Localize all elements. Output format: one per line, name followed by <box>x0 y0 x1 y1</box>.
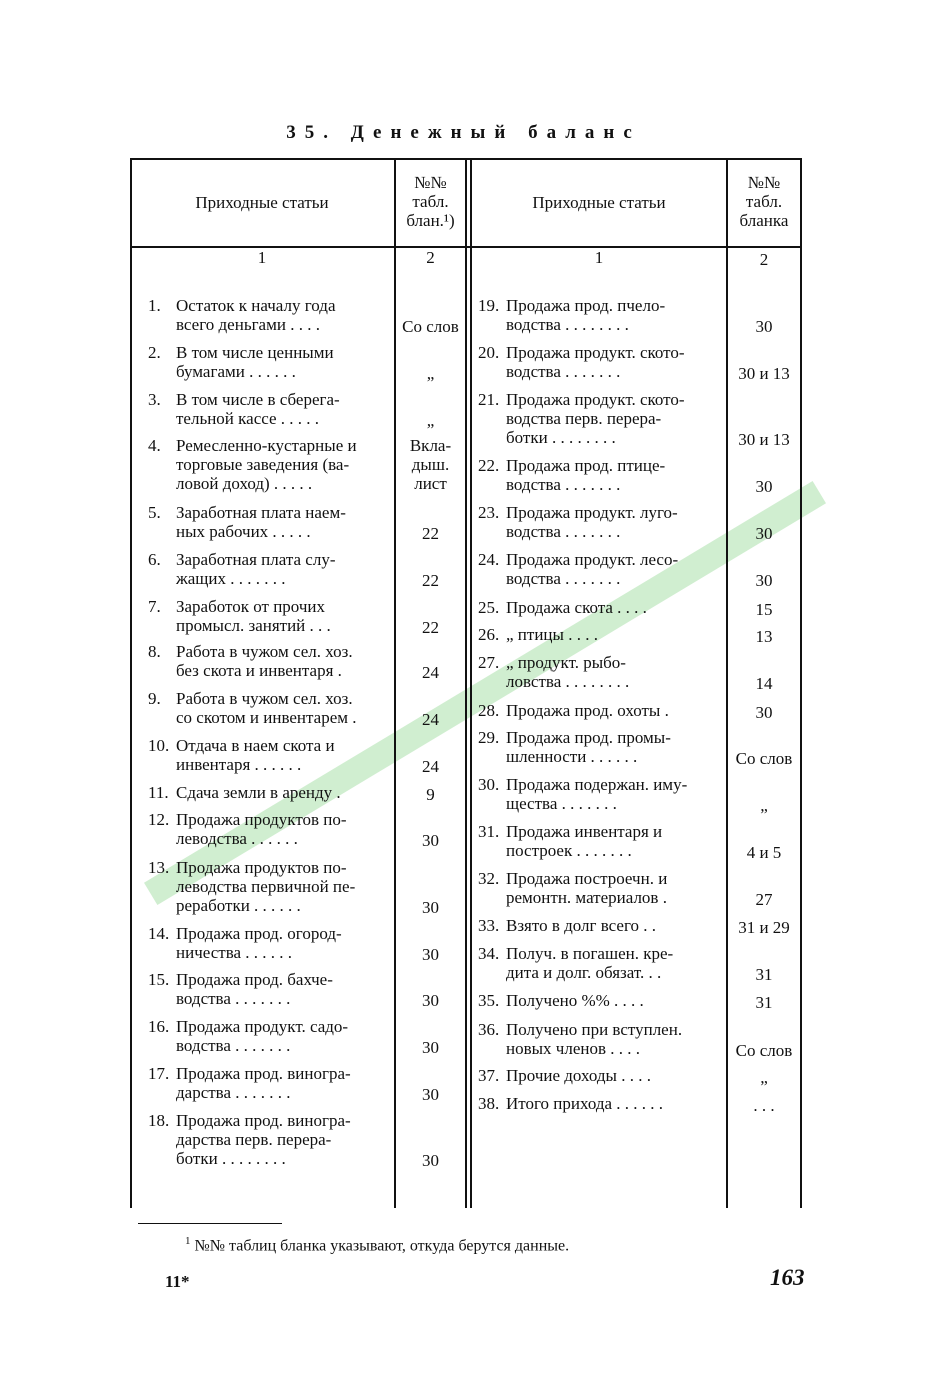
entry-line: В том числе в сберега- <box>176 390 340 409</box>
footnote-rule <box>138 1223 282 1224</box>
entry-line: Продажа продукт. лесо- <box>506 550 679 569</box>
left-ref-value: 24 <box>422 663 439 682</box>
entry-text <box>506 296 724 334</box>
right-ref-header-line: бланка <box>739 211 789 230</box>
left-ref-header-line: табл. <box>412 192 449 211</box>
entry-line: ботки . . . . . . . . <box>506 428 616 447</box>
entry-text <box>176 1017 388 1055</box>
entry-text <box>176 810 388 848</box>
entry-number: 25. <box>478 598 500 617</box>
right-ref-value: 30 <box>755 524 773 543</box>
left-ref-value: Со слов <box>402 317 459 336</box>
entry-line: Продажа продукт. ското- <box>506 390 685 409</box>
entry-text <box>176 436 388 493</box>
entry-number: 7. <box>148 597 161 616</box>
entry-number: 36. <box>478 1020 500 1039</box>
entry-text <box>506 916 724 935</box>
entry-number: 3. <box>148 390 161 409</box>
entry-text <box>176 503 388 541</box>
entry-number: 6. <box>148 550 161 569</box>
col-divider-2 <box>465 158 467 1208</box>
left-ref-value: 22 <box>422 571 439 590</box>
left-ref-value: 24 <box>422 710 439 729</box>
entry-text <box>176 970 388 1008</box>
entry-line: водства . . . . . . . <box>506 362 621 381</box>
table-top-border <box>130 158 802 160</box>
entry-text <box>506 1066 724 1085</box>
entry-line: ремонтн. материалов . <box>506 888 667 907</box>
left-items-header: Приходные статьи <box>195 193 329 212</box>
entry-line: ловства . . . . . . . . <box>506 672 630 691</box>
footnote <box>185 1235 569 1255</box>
left-ref-value: 30 <box>422 1085 439 1104</box>
right-ref-value: 27 <box>755 890 773 909</box>
entry-number: 12. <box>148 810 170 829</box>
entry-line: Заработная плата наем- <box>176 503 346 522</box>
left-ref-value <box>396 436 465 493</box>
table-left-border <box>130 158 132 1208</box>
right-ref-value: Со слов <box>735 1041 793 1060</box>
entry-line: инвентаря . . . . . . <box>176 755 302 774</box>
page-title: 35. Денежный баланс <box>286 122 641 143</box>
entry-text <box>176 1111 388 1168</box>
entry-number: 18. <box>148 1111 170 1130</box>
entry-number: 14. <box>148 924 170 943</box>
left-ref-value: 24 <box>422 757 439 776</box>
entry-line: реработки . . . . . . <box>176 896 301 915</box>
entry-line: леводства первичной пе- <box>176 877 356 896</box>
entry-text <box>506 944 724 982</box>
left-ref-value: „ <box>426 364 435 383</box>
entry-number: 31. <box>478 822 500 841</box>
left-ref-value: 30 <box>422 945 439 964</box>
entry-text <box>506 869 724 907</box>
entry-line: водства . . . . . . . . <box>506 315 629 334</box>
entry-number: 33. <box>478 916 500 935</box>
column-number: 1 <box>257 248 267 267</box>
entry-line: Продажа прод. птице- <box>506 456 666 475</box>
entry-line: ных рабочих . . . . . <box>176 522 311 541</box>
entry-number: 17. <box>148 1064 170 1083</box>
entry-line: щества . . . . . . . <box>506 794 617 813</box>
right-ref-value: „ <box>760 1068 768 1087</box>
entry-line: водства . . . . . . . <box>506 522 621 541</box>
right-ref-value: 30 и 13 <box>738 430 790 449</box>
right-ref-header-line: табл. <box>745 192 783 211</box>
entry-line: Заработная плата слу- <box>176 550 336 569</box>
entry-text <box>176 296 388 334</box>
right-ref-value: Со слов <box>735 749 793 768</box>
entry-line: бумагами . . . . . . <box>176 362 296 381</box>
entry-text <box>506 701 724 720</box>
left-ref-value: 30 <box>422 991 439 1010</box>
entry-line: шленности . . . . . . <box>506 747 638 766</box>
column-number: 2 <box>426 248 435 267</box>
entry-line: Продажа прод. бахче- <box>176 970 333 989</box>
entry-line: торговые заведения (ва- <box>176 455 350 474</box>
entry-number: 13. <box>148 858 170 877</box>
entry-line: без скота и инвентаря . <box>176 661 342 680</box>
entry-line: Получено %% . . . . <box>506 991 644 1010</box>
entry-text <box>176 343 388 381</box>
entry-line: построек . . . . . . . <box>506 841 632 860</box>
entry-line: Продажа прод. промы- <box>506 728 671 747</box>
entry-text <box>506 1020 724 1058</box>
right-ref-value: 4 и 5 <box>746 843 782 862</box>
entry-line: ботки . . . . . . . . <box>176 1149 286 1168</box>
entry-line: дарства перв. перера- <box>176 1130 332 1149</box>
entry-line: Получено при вступлен. <box>506 1020 683 1039</box>
entry-number: 8. <box>148 642 161 661</box>
entry-line: Заработок от прочих <box>176 597 326 616</box>
entry-number: 5. <box>148 503 161 522</box>
entry-text <box>176 1064 388 1102</box>
entry-line: Продажа подержан. иму- <box>506 775 688 794</box>
entry-text <box>176 924 388 962</box>
entry-line: водства . . . . . . . <box>506 569 621 588</box>
entry-line: ничества . . . . . . <box>176 943 293 962</box>
column-number: 1 <box>594 248 604 267</box>
right-ref-value: 30 <box>755 703 773 722</box>
entry-line: водства . . . . . . . <box>176 989 291 1008</box>
entry-number: 9. <box>148 689 161 708</box>
balance-table <box>130 158 802 1208</box>
entry-line: ловой доход) . . . . . <box>176 474 313 493</box>
entry-text <box>506 390 724 447</box>
entry-text <box>506 1094 724 1113</box>
entry-line: Продажа инвентаря и <box>506 822 663 841</box>
entry-number: 16. <box>148 1017 170 1036</box>
entry-number: 26. <box>478 625 500 644</box>
entry-number: 10. <box>148 736 170 755</box>
entry-line: Взято в долг всего . . <box>506 916 657 935</box>
entry-number: 34. <box>478 944 500 963</box>
entry-line: Ремесленно-кустарные и <box>176 436 357 455</box>
entry-text <box>506 503 724 541</box>
entry-number: 20. <box>478 343 500 362</box>
entry-number: 4. <box>148 436 161 455</box>
entry-line: Продажа продуктов по- <box>176 810 347 829</box>
entry-text <box>506 653 724 691</box>
ref-value-line: дыш. <box>411 455 450 474</box>
entry-text <box>176 689 388 727</box>
right-ref-value: 15 <box>755 600 773 619</box>
entry-line: новых членов . . . . <box>506 1039 640 1058</box>
entry-text <box>506 550 724 588</box>
signature-mark: 11* <box>165 1272 190 1291</box>
entry-line: Прочие доходы . . . . <box>506 1066 651 1085</box>
entry-line: Получ. в погашен. кре- <box>506 944 674 963</box>
entry-number: 24. <box>478 550 500 569</box>
entry-line: Продажа прод. охоты . <box>506 701 669 720</box>
entry-line: В том числе ценными <box>176 343 334 362</box>
entry-number: 32. <box>478 869 500 888</box>
entry-text <box>506 598 724 617</box>
entry-number: 15. <box>148 970 170 989</box>
ref-value-line: лист <box>414 474 447 493</box>
entry-line: Работа в чужом сел. хоз. <box>176 689 353 708</box>
left-ref-value: 30 <box>422 898 439 917</box>
right-ref-value: „ <box>760 796 768 815</box>
entry-number: 29. <box>478 728 500 747</box>
entry-line: „ птицы . . . . <box>506 625 598 644</box>
entry-text <box>176 597 388 635</box>
entry-line: дарства . . . . . . . <box>176 1083 291 1102</box>
left-ref-value: 22 <box>422 524 439 543</box>
entry-text <box>506 456 724 494</box>
right-ref-value: 13 <box>755 627 773 646</box>
entry-line: водства . . . . . . . <box>176 1036 291 1055</box>
entry-line: Продажа продукт. садо- <box>176 1017 349 1036</box>
entry-text <box>176 783 388 802</box>
col-divider-3 <box>470 158 472 1208</box>
left-ref-value: 30 <box>422 831 439 850</box>
entry-text <box>176 390 388 428</box>
ref-value-line: Вкла- <box>409 436 452 455</box>
entry-number: 35. <box>478 991 500 1010</box>
entry-line: Продажа продуктов по- <box>176 858 347 877</box>
entry-line: Продажа прод. пчело- <box>506 296 666 315</box>
entry-text <box>506 625 724 644</box>
entry-line: Продажа прод. огород- <box>176 924 342 943</box>
entry-number: 37. <box>478 1066 500 1085</box>
left-ref-value: 30 <box>422 1038 439 1057</box>
entry-text <box>176 858 388 915</box>
entry-number: 22. <box>478 456 500 475</box>
entry-text <box>176 736 388 774</box>
right-ref-value: . . . <box>753 1096 775 1115</box>
entry-number: 1. <box>148 296 161 315</box>
left-ref-header <box>396 173 465 230</box>
entry-text <box>506 775 724 813</box>
footnote-text: №№ таблиц бланка указывают, откуда берутся данные. <box>194 1237 570 1255</box>
entry-line: Сдача земли в аренду . <box>176 783 341 802</box>
right-items-header: Приходные статьи <box>532 193 666 212</box>
entry-text <box>506 991 724 1010</box>
entry-line: „ продукт. рыбо- <box>506 653 626 672</box>
right-ref-header <box>728 173 800 230</box>
entry-number: 27. <box>478 653 500 672</box>
column-number: 2 <box>759 250 769 269</box>
entry-number: 2. <box>148 343 161 362</box>
right-ref-value: 14 <box>755 674 773 693</box>
entry-number: 21. <box>478 390 500 409</box>
entry-text <box>506 343 724 381</box>
entry-line: промысл. занятий . . . <box>176 616 331 635</box>
entry-line: леводства . . . . . . <box>176 829 298 848</box>
entry-line: водства перв. перера- <box>506 409 662 428</box>
left-ref-value: „ <box>426 411 435 430</box>
entry-line: Продажа скота . . . . <box>506 598 647 617</box>
right-ref-value: 30 <box>755 317 773 336</box>
entry-line: Остаток к началу года <box>176 296 336 315</box>
right-ref-value: 30 <box>755 477 773 496</box>
entry-text <box>506 728 724 766</box>
entry-number: 30. <box>478 775 500 794</box>
entry-text <box>176 642 388 680</box>
entry-line: Продажа прод. виногра- <box>176 1064 351 1083</box>
left-ref-value: 30 <box>422 1151 439 1170</box>
entry-line: водства . . . . . . . <box>506 475 621 494</box>
left-ref-header-line: блан.¹) <box>406 211 455 230</box>
entry-number: 11. <box>148 783 169 802</box>
entry-line: со скотом и инвентарем . <box>176 708 357 727</box>
entry-line: всего деньгами . . . . <box>176 315 320 334</box>
table-right-border <box>800 158 802 1208</box>
left-ref-value: 22 <box>422 618 439 637</box>
entry-number: 23. <box>478 503 500 522</box>
right-ref-value: 30 и 13 <box>738 364 790 383</box>
entry-text <box>506 822 724 860</box>
entry-line: Отдача в наем скота и <box>176 736 335 755</box>
entry-line: Продажа прод. виногра- <box>176 1111 351 1130</box>
entry-line: Продажа продукт. луго- <box>506 503 678 522</box>
right-ref-value: 31 <box>755 993 773 1012</box>
page-number: 163 <box>770 1265 805 1290</box>
left-ref-value: 9 <box>426 785 435 804</box>
footnote-mark: 1 <box>185 1235 191 1247</box>
entry-text <box>176 550 388 588</box>
entry-line: Итого прихода . . . . . . <box>506 1094 664 1113</box>
entry-line: жащих . . . . . . . <box>176 569 286 588</box>
entry-line: Продажа построечн. и <box>506 869 668 888</box>
right-ref-value: 31 и 29 <box>738 918 790 937</box>
right-ref-value: 31 <box>755 965 773 984</box>
entry-line: Продажа продукт. ското- <box>506 343 685 362</box>
left-ref-header-line: №№ <box>414 173 447 192</box>
entry-number: 38. <box>478 1094 500 1113</box>
entry-line: дита и долг. обязат. . . <box>506 963 662 982</box>
right-ref-header-line: №№ <box>747 173 781 192</box>
entry-line: Работа в чужом сел. хоз. <box>176 642 353 661</box>
entry-number: 19. <box>478 296 500 315</box>
entry-line: тельной кассе . . . . . <box>176 409 320 428</box>
right-ref-value: 30 <box>755 571 773 590</box>
entry-number: 28. <box>478 701 500 720</box>
